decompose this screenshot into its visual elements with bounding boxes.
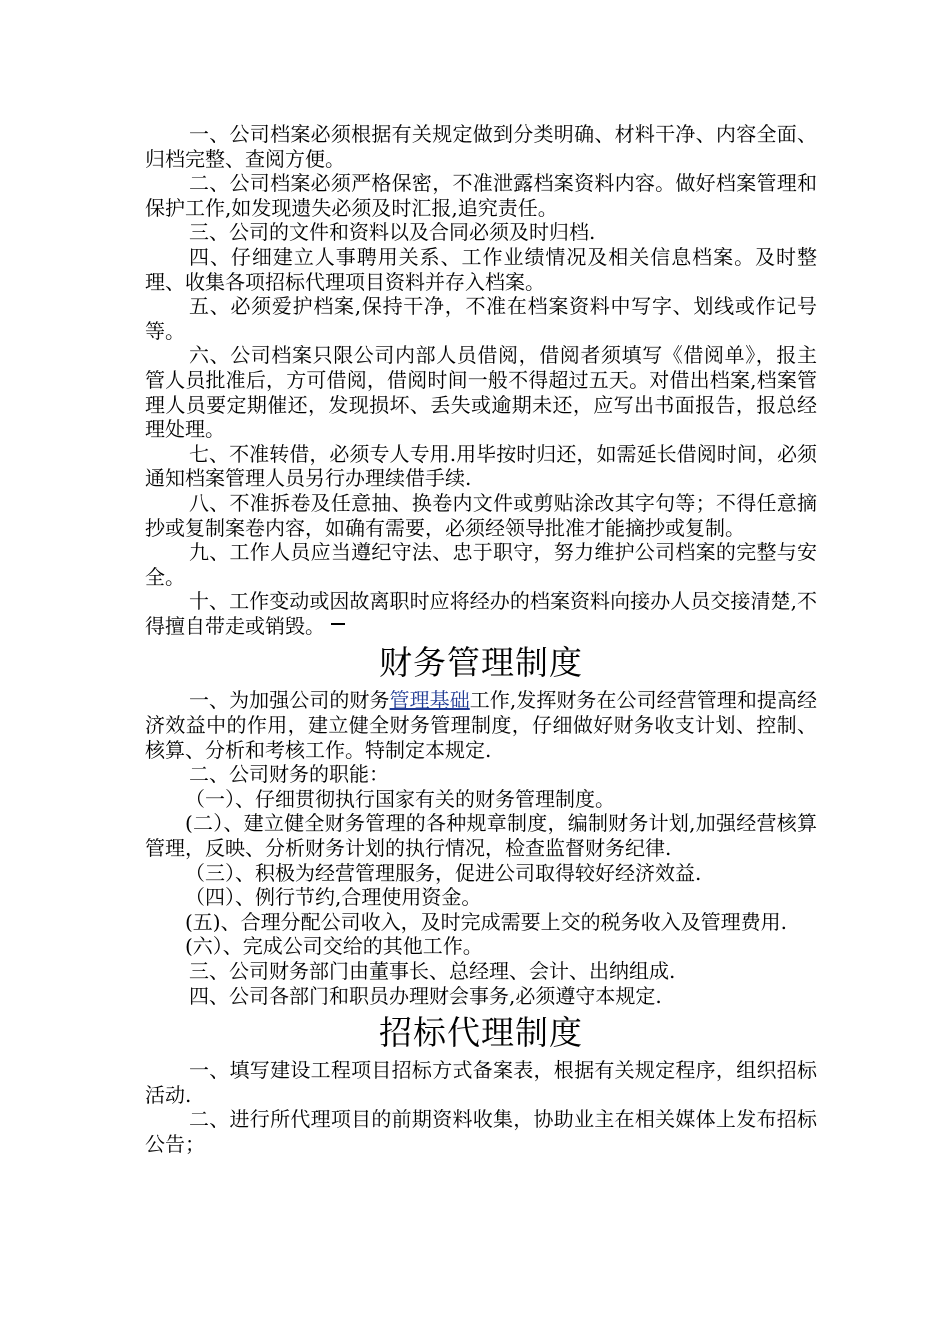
bidding-title: 招标代理制度 [379,1013,583,1053]
archive-rule-1: 一、公司档案必须根据有关规定做到分类明确、材料干净、内容全面、归档完整、查阅方便。 [145,122,817,171]
finance-title: 财务管理制度 [379,643,583,683]
finance-clause-3: 三、公司财务部门由董事长、总经理、会计、出纳组成. [189,959,676,983]
finance-section [145,640,817,1008]
finance-function-2: (二）、建立健全财务管理的各种规章制度，编制财务计划,加强经营核算管理，反映、分析财务计划的执行情况，检查监督财务纪律. [145,811,817,861]
bidding-clause-2: 二、进行所代理项目的前期资料收集，协助业主在相关媒体上发布招标公告； [145,1107,817,1156]
archive-rule-6: 六、公司档案只限公司内部人员借阅，借阅者须填写《借阅单》，报主管人员批准后，方可借阅，借阅时间一般不得超过五天。对借出档案,档案管理人员要定期催还，发现损坏、丢失或逾期未还，应写出书面报告，报总经理处理。 [145,343,817,442]
archive-rule-7: 七、不准转借，必须专人专用.用毕按时归还，如需延长借阅时间，必须通知档案管理人员另行办理续借手续. [145,441,817,491]
archive-rule-8: 八、不准拆卷及任意抽、换卷内文件或剪贴涂改其字句等；不得任意摘抄或复制案卷内容，如确有需要，必须经领导批准才能摘抄或复制。 [145,490,817,540]
finance-clause-2: 二、公司财务的职能： [189,762,389,787]
archive-rule-4: 四、仔细建立人事聘用关系、工作业绩情况及相关信息档案。及时整理、收集各项招标代理项目资料并存入档案。 [145,244,817,294]
archive-rules-section [145,122,817,638]
finance-function-3: （三）、积极为经营管理服务，促进公司取得较好经济效益. [185,860,702,885]
management-basis-link[interactable]: 管理基础 [389,688,470,713]
archive-rule-10 [145,589,817,638]
bidding-section [145,1010,817,1156]
archive-rule-2: 二、公司档案必须严格保密，不准泄露档案资料内容。做好档案管理和保护工作,如发现遗失必须及时汇报,追究责任。 [145,171,817,220]
finance-clause-1-start: 一、为加强公司的财务 [189,688,390,713]
archive-rule-5: 五、必须爱护档案,保持干净，不准在档案资料中写字、划线或作记号等。 [145,294,817,343]
finance-clause-1-end: 工作,发挥财务在公司经营管理和提高经济效益中的作用，建立健全财务管理制度，仔细做好财务收支计划、控制、核算、分析和考核工作。特制定本规定. [145,688,818,762]
archive-rule-9: 九、工作人员应当遵纪守法、忠于职守，努力维护公司档案的完整与安全。 [145,540,817,589]
finance-clause-4: 四、公司各部门和职员办理财会事务,必须遵守本规定. [189,983,662,1008]
finance-clause-1 [145,688,817,762]
archive-rule-3: 三、公司的文件和资料以及合同必须及时归档. [189,220,596,245]
bidding-clause-1: 一、填写建设工程项目招标方式备案表，根据有关规定程序，组织招标活动. [145,1058,817,1107]
section-mark-icon [331,623,345,629]
finance-function-6: (六）、完成公司交给的其他工作。 [185,934,483,959]
finance-function-1: （一）、仔细贯彻执行国家有关的财务管理制度。 [185,786,615,811]
finance-function-4: （四）、例行节约,合理使用资金。 [185,885,482,910]
document-body [145,122,817,1157]
finance-function-5: (五)、合理分配公司收入，及时完成需要上交的税务收入及管理费用. [185,909,787,934]
archive-rule-10-text: 十、工作变动或因故离职时应将经办的档案资料向接办人员交接清楚,不得擅自带走或销毁。 [145,589,817,638]
